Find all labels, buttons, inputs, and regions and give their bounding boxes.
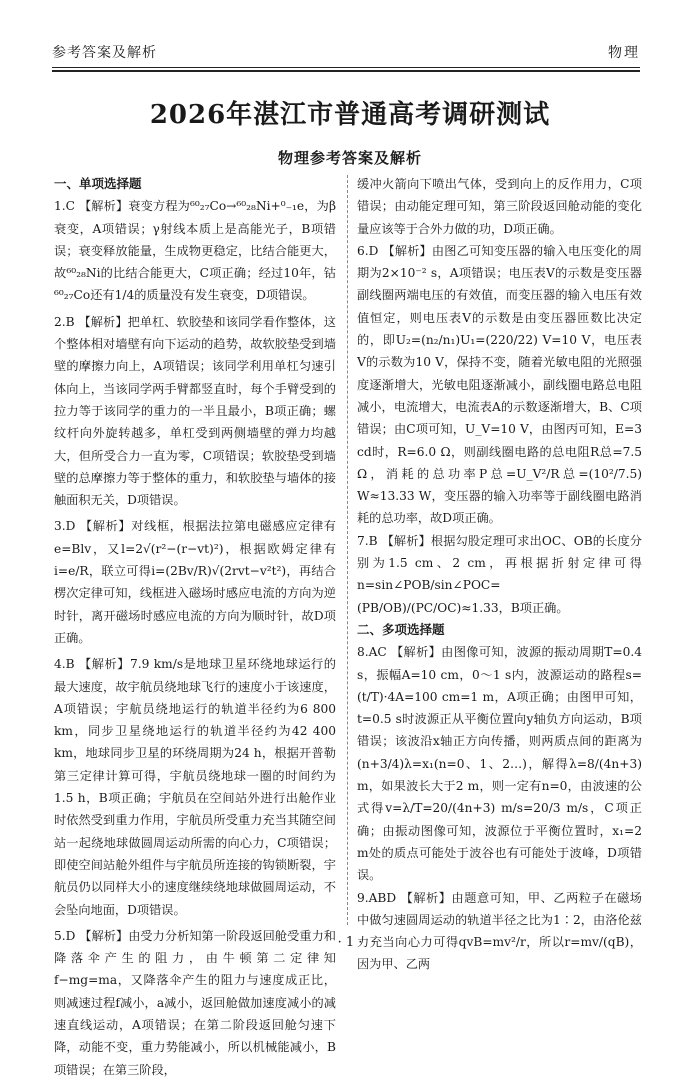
answer-item: 9.ABD 【解析】由题意可知，甲、乙两粒子在磁场中做匀速圆周运动的轨道半径之比为1∶2，由洛伦兹力充当向心力可得qvB=mv²/r，所以r=mv/(qB)，因为甲、乙两: [357, 890, 642, 972]
section-heading-multi: 二、多项选择题: [357, 621, 445, 637]
answer-item: 8.AC 【解析】由图像可知，波源的振动周期T=0.4 s，振幅A=10 cm，0～1 s内，波源运动的路程s=(t/T)·4A=100 cm=1 m，A项正确；由图甲可知，t=0.5 s时波源正从平衡位置向y轴负方向运动，B项错误；该波沿x轴正方向传播，则两质点间的距离为(n+3/4)λ=x₁(n=0、1、2…)，解得λ=8/(4n+3) m，如果波长大于2 m，则一定有n=0，由波速的公式得v=λ/T=20/(4n+3) m/s=20/3 m/s，C项正确；由振动图像可知，波源位于平衡位置时，x₁=2 m处的质点可能处于波谷也有可能处于波峰，D项错误。: [357, 645, 642, 883]
header-left-label: 参考答案及解析: [52, 45, 157, 61]
answer-item: 7.B 【解析】根据勾股定理可求出OC、OB的长度分别为1.5 cm、2 cm，再根据折射定律可得n=sin∠POB/sin∠POC=(PB/OB)/(PC/OC)≈1.33，B项正确。: [357, 533, 642, 615]
right-column: [357, 173, 642, 976]
page-subtitle: 物理参考答案及解析: [277, 149, 422, 167]
page-title: 2026年湛江市普通高考调研测试: [149, 100, 551, 130]
header-subject-label: 物理: [608, 45, 640, 61]
answer-item: 6.D 【解析】由图乙可知变压器的输入电压变化的周期为2×10⁻² s，A项错误；电压表V的示数是变压器副线圈两端电压的有效值，而变压器的输入电压有效值恒定，则电压表V的示数是由变压器匝数比决定的，即U₂=(n₂/n₁)U₁=(220/22) V=10 V，电压表V的示数为10 V，保持不变，随着光敏电阻的光照强度逐渐增大，光敏电阻逐渐减小，副线圈电路总电阻减小，电流增大，电流表A的示数逐渐增大，B、C项错误；由C项可知，U_V=10 V，由图丙可知，E=3 cd时，R=6.0 Ω，则副线圈电路的总电阻R总=7.5 Ω，消耗的总功率P总=U_V²/R总=(10²/7.5) W≈13.33 W，变压器的输入功率等于副线圈电路消耗的总功率，故D项正确。: [357, 243, 642, 526]
answer-item: 1.C 【解析】衰变方程为⁶⁰₂₇Co→⁶⁰₂₈Ni+⁰₋₁e，为β衰变，A项错误；γ射线本质上是高能光子，B项错误；衰变释放能量，生成物更稳定，比结合能更大，故⁶⁰₂₈Ni的比结合能更大，C项正确；经过10年，钴⁶⁰₂₇Co还有1/4的质量没有发生衰变，D项错误。: [54, 199, 336, 303]
answer-item: 2.B 【解析】把单杠、软胶垫和该同学看作整体，这个整体相对墙壁有向下运动的趋势，故软胶垫受到墙壁的摩擦力向上，A项错误；该同学利用单杠匀速引体向上，当该同学两手臂都竖直时，每个手臂受到的拉力等于该同学的重力的一半且最小，B项正确；螺纹杆向外旋转越多，单杠受到两侧墙壁的弹力均越大，但所受合力一直为零，C项错误；软胶垫受到墙壁的总摩擦力等于整体的重力，和软胶垫与墙体的接触面积无关，D项错误。: [54, 314, 336, 508]
answer-item: 5.D 【解析】由受力分析知第一阶段返回舱受重力和降落伞产生的阻力，由牛顿第二定律知f−mg=ma，又降落伞产生的阻力与速度成正比，则减速过程f减小，a减小，返回舱做加速度减小的减速直线运动，A项错误；在第二阶段返回舱匀速下降，动能不变，重力势能减小，所以机械能减小，B项错误；在第三阶段，: [54, 928, 336, 1077]
page-header: [52, 40, 640, 66]
answer-item: 3.D 【解析】对线框，根据法拉第电磁感应定律有e=Blv，又l=2√(r²−(r−vt)²)，根据欧姆定律有i=e/R，联立可得i=(2Bv/R)√(2rvt−v²t²)，再结合楞次定律可知，线框进入磁场时感应电流的方向为逆时针，离开磁场时感应电流的方向为顺时针，故D项正确。: [54, 519, 336, 645]
answer-item: 4.B 【解析】7.9 km/s是地球卫星环绕地球运行的最大速度，故宇航员绕地球飞行的速度小于该速度，A项错误；宇航员绕地运行的轨道半径约为6 800 km，同步卫星绕地运行的轨道半径约为42 400 km，地球同步卫星的环绕周期为24 h，根据开普勒第三定律计算可得，宇航员绕地球一圈的时间约为1.5 h，B项正确；宇航员在空间站外进行出舱作业时依然受到重力作用，宇航员所受重力充当其随空间站一起绕地球做圆周运动所需的向心力，C项错误；即使空间站舱外组件与宇航员所连接的钩锁断裂，宇航员仍以同样大小的速度继续绕地球做圆周运动，不会坠向地面，D项错误。: [54, 657, 336, 917]
section-heading-single: 一、单项选择题: [54, 176, 142, 191]
header-rule-top: [52, 67, 640, 68]
page-number: · 1 ·: [337, 935, 363, 950]
column-divider: [347, 175, 348, 925]
header-rule-bottom: [52, 70, 640, 72]
answer-item: 缓冲火箭向下喷出气体，受到向上的反作用力，C项错误；由动能定理可知，第三阶段返回舱动能的变化量应该等于合外力做的功，D项正确。: [357, 177, 642, 236]
